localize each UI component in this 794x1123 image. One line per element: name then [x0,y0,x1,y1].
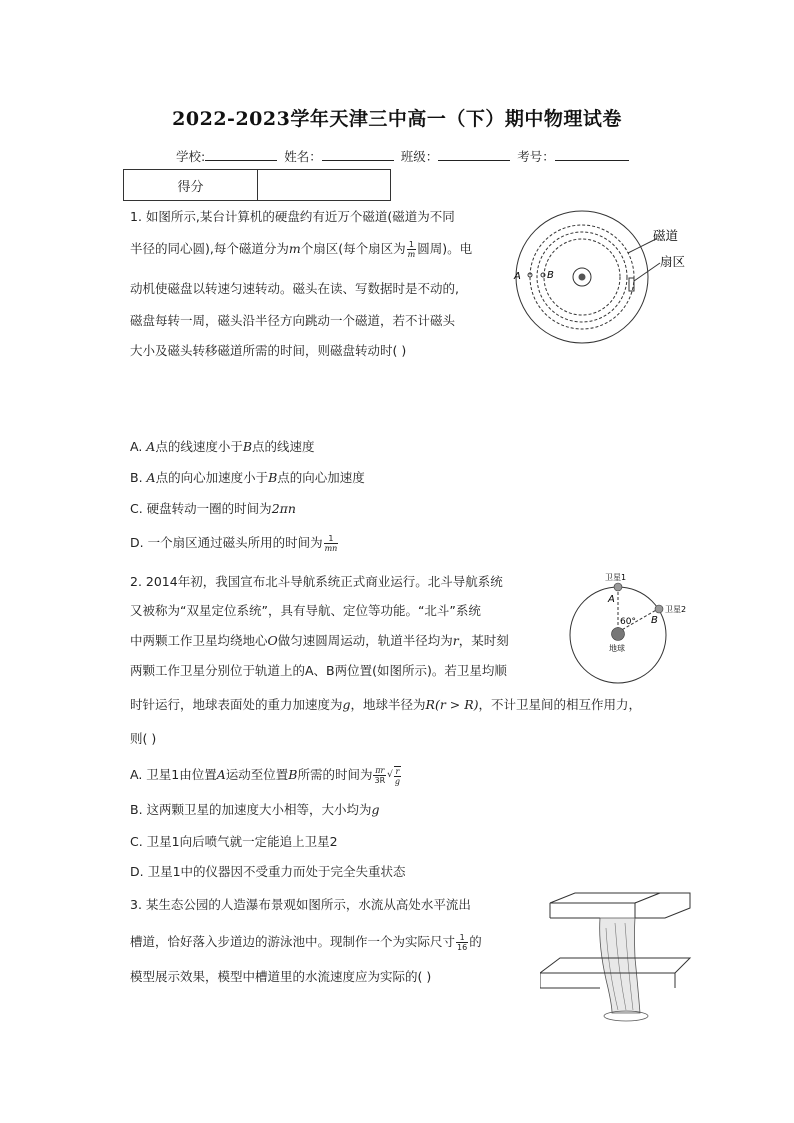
hard-disk-figure [510,205,700,355]
waterfall-figure [540,888,700,1033]
earth-ball [612,628,625,641]
label-track: 磁道 [653,228,679,243]
name-label: 姓名： [284,149,322,164]
sqrt-sign: √ [387,770,393,780]
q2-line-4: 两颗工作卫星分别位于轨道上的A、B两位置(如图所示)。若卫星均顺 [130,663,507,678]
q2-line-3: 中两颗工作卫星均绕地心O做匀速圆周运动，轨道半径均为r，某时刻 [130,633,509,648]
label-angle: 60° [620,617,636,627]
score-label: 得分 [124,170,258,201]
class-field[interactable] [438,148,510,161]
q2-line-6: 则( ) [130,731,157,746]
satellite-2 [655,605,663,613]
q3-line-1: 3. 某生态公园的人造瀑布景观如图所示，水流从高处水平流出 [130,897,471,912]
label-B: B [547,270,554,281]
school-field[interactable] [205,148,277,161]
label-sat1: 卫星1 [605,573,627,582]
score-field[interactable] [258,170,391,201]
q1-option-b[interactable]: B. A点的向心加速度小于B点的向心加速度 [130,470,365,485]
q2-option-a[interactable]: A. 卫星1由位置A运动至位置B所需的时间为 $\frac{\pi r}{3R}$ √ $\frac{r}{g}$ [130,766,401,786]
track-leader [628,239,656,253]
satellite-figure [560,570,700,690]
q1-line-4: 磁盘每转一周，磁头沿半径方向跳动一个磁道，若不计磁头 [130,313,456,328]
q1-line-2: 半径的同心圆),每个磁道分为m个扇区(每个扇区为 $\frac{1}{m}$ 圆周)。电 [130,240,473,259]
q2-option-d[interactable]: D. 卫星1中的仪器因不受重力而处于完全失重状态 [130,864,406,879]
class-label: 班级： [400,149,439,164]
exam-no-field[interactable] [555,148,629,161]
water-stream [600,918,640,1013]
q2-line-2: 又被称为“双星定位系统”，具有导航、定位等功能。“北斗”系统 [130,603,481,618]
score-table [123,169,391,201]
q1-option-a[interactable]: A. A点的线速度小于B点的线速度 [130,439,315,454]
name-field[interactable] [322,148,394,161]
label-B2: B [651,615,658,626]
q2-option-c[interactable]: C. 卫星1向后喷气就一定能追上卫星2 [130,834,338,849]
label-A2: A [608,594,615,605]
q3-line-2: 槽道，恰好落入步道边的游泳池中。现制作一个为实际尺寸 $\frac{1}{16}$ 的 [130,933,482,952]
q2-option-b[interactable]: B. 这两颗卫星的加速度大小相等，大小均为g [130,802,380,817]
q1-line-1: 1. 如图所示,某台计算机的硬盘约有近万个磁道(磁道为不同 [130,209,455,224]
label-sat2: 卫星2 [665,605,687,614]
q1-option-d[interactable]: D. 一个扇区通过磁头所用的时间为 $\frac{1}{mn}$ [130,534,338,553]
satellite-1 [614,583,622,591]
q1-line-5: 大小及磁头转移磁道所需的时间，则磁盘转动时( ) [130,343,407,358]
exam-no-label: 考号： [517,149,555,164]
student-info [176,147,632,165]
label-A: A [514,271,521,282]
page-title: 2022-2023学年天津三中高一（下）期中物理试卷 [172,108,622,130]
q2-line-1: 2. 2014年初，我国宣布北斗导航系统正式商业运行。北斗导航系统 [130,574,503,589]
q1-option-c[interactable]: C. 硬盘转动一圈的时间为2πn [130,501,296,516]
label-earth: 地球 [609,644,625,653]
q1-line-3: 动机使磁盘以转速匀速转动。磁头在读、写数据时是不动的, [130,281,459,296]
q2-line-5: 时针运行，地球表面处的重力加速度为g，地球半径为R(r > R)，不计卫星间的相互作用力， [130,697,642,712]
spindle-center [579,274,586,281]
label-sector: 扇区 [660,254,686,269]
q1-fraction: $\frac{1}{m}$ [407,240,416,259]
q3-line-3: 模型展示效果，模型中槽道里的水流速度应为实际的( ) [130,969,432,984]
school-label: 学校: [176,149,206,164]
